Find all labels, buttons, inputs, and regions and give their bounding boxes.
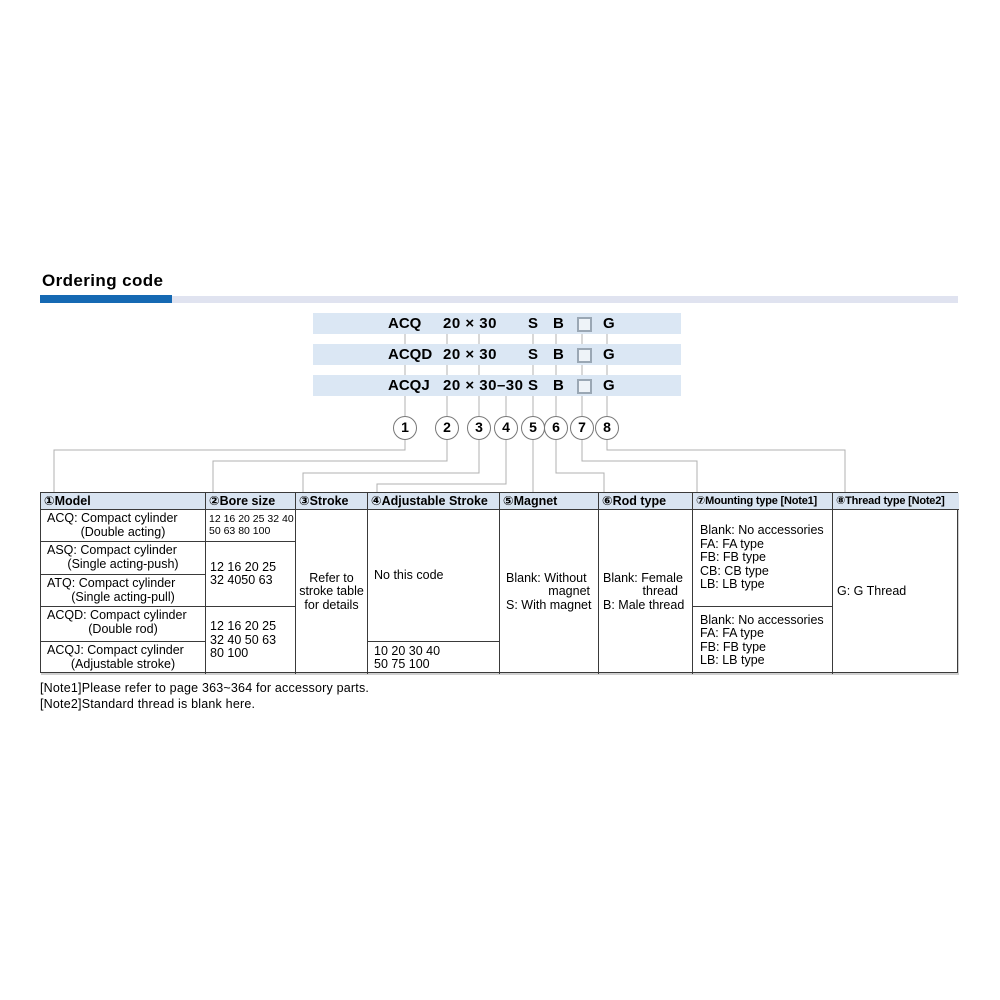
header-stroke: ③Stroke — [296, 493, 368, 510]
code-model: ACQJ — [388, 377, 430, 394]
code-rod: B — [553, 315, 564, 332]
cell-bore-acq — [206, 510, 296, 542]
magnet-line: Blank: Without — [506, 570, 587, 585]
code-thread: G — [603, 315, 615, 332]
model-line: ASQ: Compact cylinder — [47, 543, 177, 557]
code-thread: G — [603, 346, 615, 363]
code-rod: B — [553, 377, 564, 394]
model-line: (Double acting) — [80, 524, 166, 539]
code-bore: 20 × 30 — [443, 315, 497, 332]
blank-option-box-icon — [577, 379, 592, 394]
adjustable-line: No this code — [374, 567, 444, 582]
cell-mounting-bottom — [693, 607, 833, 674]
ordering-table — [40, 492, 958, 673]
mounting-line: Blank: No accessories — [700, 523, 824, 538]
blank-option-box-icon — [577, 317, 592, 332]
order-circle-8: 8 — [595, 416, 619, 440]
header-model: ①Model — [41, 493, 206, 510]
model-line: (Double rod) — [88, 621, 158, 636]
order-circle-4: 4 — [494, 416, 518, 440]
cell-adjustable-values — [368, 642, 500, 674]
model-line: ACQ: Compact cylinder — [47, 511, 178, 525]
header-mounting-type: ⑦Mounting type [Note1] — [693, 493, 833, 510]
bore-line: 12 16 20 25 — [210, 559, 277, 574]
rod-line: thread — [642, 584, 678, 599]
code-row-acq — [313, 313, 681, 334]
mounting-line: FA: FA type — [700, 626, 764, 640]
header-thread-type: ⑧Thread type [Note2] — [833, 493, 959, 510]
note-1: [Note1]Please refer to page 363~364 for accessory parts. — [40, 681, 370, 695]
rod-line: B: Male thread — [603, 597, 685, 612]
bore-line: 50 63 80 100 — [209, 525, 271, 537]
mounting-line: LB: LB type — [700, 653, 765, 667]
model-line: (Adjustable stroke) — [70, 656, 176, 671]
order-circle-5: 5 — [521, 416, 545, 440]
rod-line: Blank: Female — [603, 570, 683, 585]
elbow-line-4 — [377, 440, 506, 492]
bore-line: 32 4050 63 — [210, 573, 273, 587]
cell-model-asq — [41, 542, 206, 575]
model-line: ATQ: Compact cylinder — [47, 576, 176, 590]
adjustable-line: 50 75 100 — [374, 657, 430, 671]
code-bore: 20 × 30 — [443, 346, 497, 363]
cell-rod-type — [599, 510, 693, 674]
model-line: (Single acting-pull) — [71, 589, 175, 604]
model-line: ACQD: Compact cylinder — [47, 608, 187, 622]
mounting-line: CB: CB type — [700, 563, 769, 578]
elbow-line-1 — [54, 440, 405, 492]
mounting-line: Blank: No accessories — [700, 612, 824, 627]
bore-line: 12 16 20 25 32 40 — [209, 513, 294, 525]
order-circle-1: 1 — [393, 416, 417, 440]
code-rod: B — [553, 346, 564, 363]
mounting-line: FA: FA type — [700, 536, 764, 551]
stroke-line: for details — [304, 597, 359, 612]
adjustable-line: 10 20 30 40 — [374, 643, 441, 658]
magnet-line: S: With magnet — [506, 597, 592, 612]
mounting-line: FB: FB type — [700, 639, 766, 654]
order-circle-3: 3 — [467, 416, 491, 440]
cell-thread-type — [833, 510, 959, 674]
order-circle-2: 2 — [435, 416, 459, 440]
cell-bore-acqd-acqj — [206, 607, 296, 674]
code-model: ACQD — [388, 346, 433, 363]
code-row-acqj — [313, 375, 681, 396]
cell-stroke — [296, 510, 368, 674]
header-bore-size: ②Bore size — [206, 493, 296, 510]
bore-line: 12 16 20 25 — [210, 619, 277, 634]
title-underline-light — [172, 296, 958, 303]
order-circle-7: 7 — [570, 416, 594, 440]
cell-adjustable-none — [368, 510, 500, 642]
magnet-line: magnet — [548, 584, 590, 599]
elbow-line-3 — [303, 440, 479, 492]
code-row-acqd — [313, 344, 681, 365]
stroke-line: stroke table — [299, 584, 364, 599]
elbow-line-7 — [582, 440, 697, 492]
bore-line: 80 100 — [210, 646, 249, 661]
cell-model-acq — [41, 510, 206, 542]
code-magnet: S — [528, 346, 539, 363]
elbow-line-2 — [213, 440, 447, 492]
code-bore: 20 × 30–30 — [443, 377, 524, 394]
title-underline-dark — [40, 295, 172, 303]
cell-magnet — [500, 510, 599, 674]
header-magnet: ⑤Magnet — [500, 493, 599, 510]
note-2: [Note2]Standard thread is blank here. — [40, 697, 256, 711]
stroke-line: Refer to — [309, 570, 354, 585]
code-magnet: S — [528, 377, 539, 394]
header-rod-type: ⑥Rod type — [599, 493, 693, 510]
elbow-line-6 — [556, 440, 604, 492]
cell-model-acqd — [41, 607, 206, 642]
mounting-line: FB: FB type — [700, 550, 766, 565]
code-thread: G — [603, 377, 615, 394]
mounting-line: LB: LB type — [700, 577, 765, 592]
code-model: ACQ — [388, 315, 422, 332]
header-adjustable-stroke: ④Adjustable Stroke — [368, 493, 500, 510]
order-circle-6: 6 — [544, 416, 568, 440]
page-title: Ordering code — [42, 271, 164, 290]
cell-model-atq — [41, 575, 206, 607]
bore-line: 32 40 50 63 — [210, 632, 277, 647]
blank-option-box-icon — [577, 348, 592, 363]
model-line: (Single acting-push) — [67, 556, 179, 571]
thread-line: G: G Thread — [837, 584, 907, 599]
cell-model-acqj — [41, 642, 206, 674]
cell-bore-asq-atq — [206, 542, 296, 607]
cell-mounting-top — [693, 510, 833, 607]
model-line: ACQJ: Compact cylinder — [47, 643, 184, 657]
elbow-line-8 — [607, 440, 845, 492]
code-magnet: S — [528, 315, 539, 332]
